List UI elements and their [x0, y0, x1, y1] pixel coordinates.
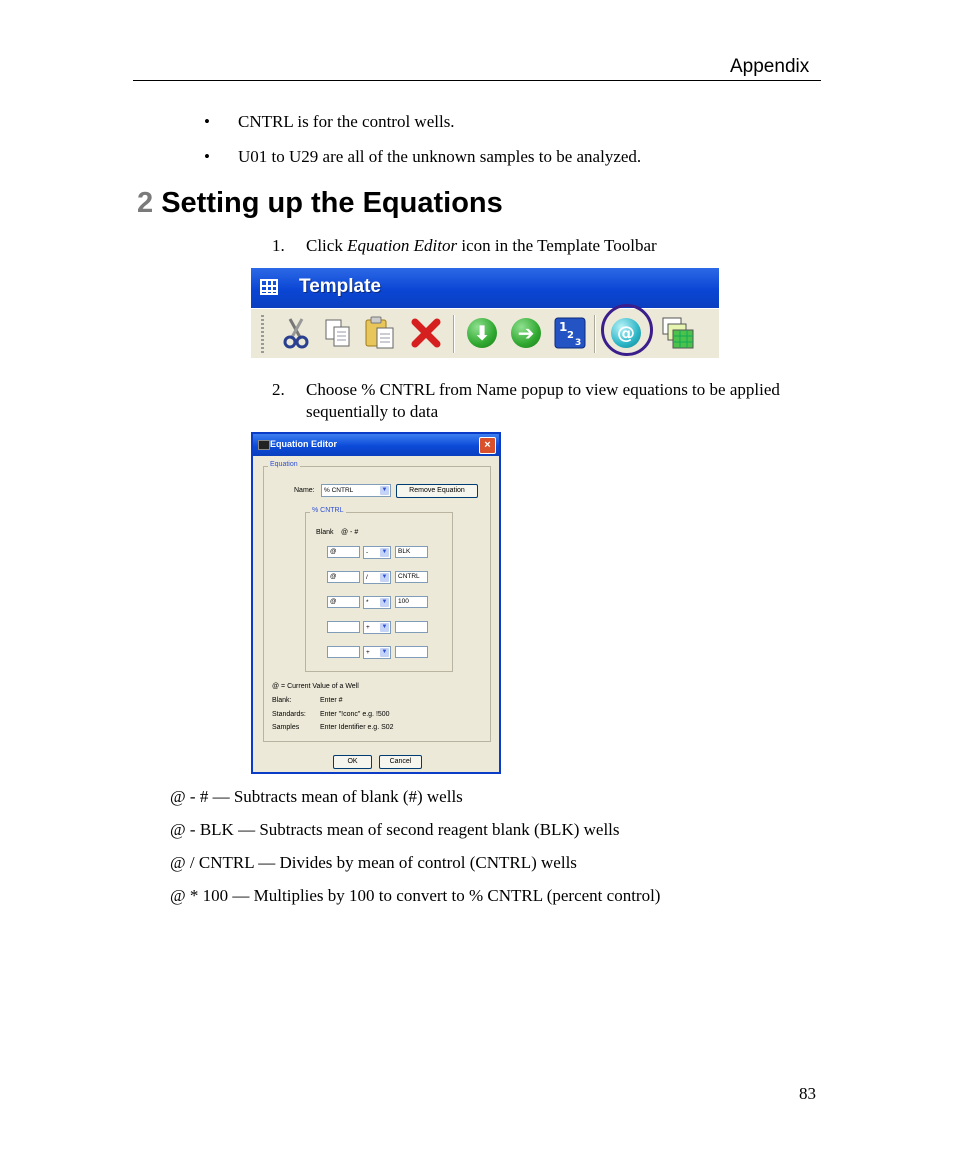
copy-icon[interactable]	[321, 315, 355, 351]
right-operand-input[interactable]	[395, 646, 428, 658]
scissors-icon[interactable]	[279, 315, 313, 351]
chevron-down-icon: ▼	[381, 649, 388, 655]
equation-line: @ * 100 — Multiplies by 100 to convert to % CNTRL (percent control)	[170, 886, 661, 905]
list-item	[204, 111, 641, 146]
legend-desc: Enter #	[320, 697, 343, 704]
app-icon	[258, 440, 270, 450]
section-number: 2	[137, 187, 154, 219]
left-operand-input[interactable]: @	[327, 596, 360, 608]
operator-select[interactable]: * ▼	[363, 596, 391, 609]
dialog-title-bar	[253, 434, 499, 456]
step-number: 1.	[272, 236, 285, 255]
equation-line: @ - # — Subtracts mean of blank (#) wells	[170, 787, 463, 806]
bullet-dot: •	[204, 147, 210, 166]
toolbar-title-bar	[251, 268, 719, 308]
down-arrow-icon[interactable]: ⬇	[465, 315, 499, 351]
name-label: Name:	[294, 487, 315, 494]
step-text: Choose % CNTRL from Name popup to view equations to be applied sequentially to data	[306, 380, 780, 421]
legend-desc: Enter Identifier e.g. S02	[320, 724, 394, 731]
toolbar-title: Template	[299, 276, 382, 297]
legend-term: Blank:	[272, 697, 292, 704]
name-select[interactable]	[321, 484, 391, 497]
chevron-down-icon: ▼	[381, 574, 388, 580]
chevron-down-icon: ▼	[381, 549, 388, 555]
bullet-text: CNTRL is for the control wells.	[238, 112, 455, 131]
bullet-list	[204, 111, 641, 181]
close-icon[interactable]: ×	[479, 437, 496, 454]
emphasis-text: Equation Editor	[347, 236, 458, 255]
right-operand-input[interactable]: CNTRL	[395, 571, 428, 583]
toolbar-separator	[453, 315, 455, 353]
equation-line: @ / CNTRL — Divides by mean of control (CNTRL) wells	[170, 853, 577, 872]
name-select-value: % CNTRL	[324, 487, 354, 494]
equation-explanations	[170, 786, 660, 918]
step-number: 2.	[272, 380, 285, 399]
section-title-text: Setting up the Equations	[161, 187, 503, 219]
list-item	[204, 146, 641, 181]
legend-desc: Enter "!conc" e.g. !500	[320, 711, 390, 718]
right-arrow-icon[interactable]: ➔	[509, 315, 543, 351]
bullet-dot: •	[204, 112, 210, 131]
chevron-down-icon: ▼	[381, 599, 388, 605]
delete-icon[interactable]	[409, 315, 443, 351]
legend-term: Samples	[272, 724, 300, 731]
svg-text:3: 3	[575, 338, 582, 348]
header-rule	[133, 80, 821, 81]
dialog-title: Equation Editor	[270, 439, 337, 449]
svg-text:2: 2	[567, 330, 574, 341]
toolbar-separator	[594, 315, 596, 353]
template-toolbar-screenshot	[251, 268, 719, 358]
operator-select[interactable]: / ▼	[363, 571, 391, 584]
cancel-button[interactable]: Cancel	[379, 755, 422, 769]
highlight-circle	[601, 304, 653, 356]
svg-text:1: 1	[559, 320, 568, 334]
left-operand-input[interactable]	[327, 646, 360, 658]
equation-line: @ - BLK — Subtracts mean of second reagent blank (BLK) wells	[170, 820, 620, 839]
group-label: Equation	[270, 461, 298, 468]
right-operand-input[interactable]: 100	[395, 596, 428, 608]
toolbar-grip	[261, 315, 264, 353]
left-operand-input[interactable]: @	[327, 546, 360, 558]
ok-button[interactable]: OK	[333, 755, 372, 769]
bullet-text: U01 to U29 are all of the unknown samples to be analyzed.	[238, 147, 642, 166]
operator-select[interactable]: - ▼	[363, 546, 391, 559]
step-text: Click Equation Editor icon in the Template Toolbar	[306, 236, 657, 255]
right-operand-input[interactable]: BLK	[395, 546, 428, 558]
page-number: 83	[799, 1084, 816, 1103]
running-head: Appendix	[730, 56, 810, 77]
operator-select[interactable]: + ▼	[363, 646, 391, 659]
equation-editor-icon[interactable]: @	[609, 315, 643, 351]
blank-formula: @ - #	[341, 529, 359, 536]
plate-grid-icon[interactable]	[661, 315, 695, 351]
operator-select[interactable]: + ▼	[363, 621, 391, 634]
right-operand-input[interactable]	[395, 621, 428, 633]
remove-equation-button[interactable]: Remove Equation	[396, 484, 478, 498]
blank-label: Blank	[316, 529, 334, 536]
section-heading	[137, 187, 503, 220]
left-operand-input[interactable]: @	[327, 571, 360, 583]
inner-group-label: % CNTRL	[312, 507, 344, 514]
grid-icon	[260, 279, 278, 295]
equation-editor-dialog	[251, 432, 501, 774]
paste-icon[interactable]	[363, 315, 397, 351]
chevron-down-icon: ▼	[381, 487, 388, 493]
numbers-icon[interactable]	[553, 315, 587, 351]
left-operand-input[interactable]	[327, 621, 360, 633]
legend-term: Standards:	[272, 711, 306, 718]
chevron-down-icon: ▼	[381, 624, 388, 630]
legend-line: @ = Current Value of a Well	[272, 683, 359, 690]
